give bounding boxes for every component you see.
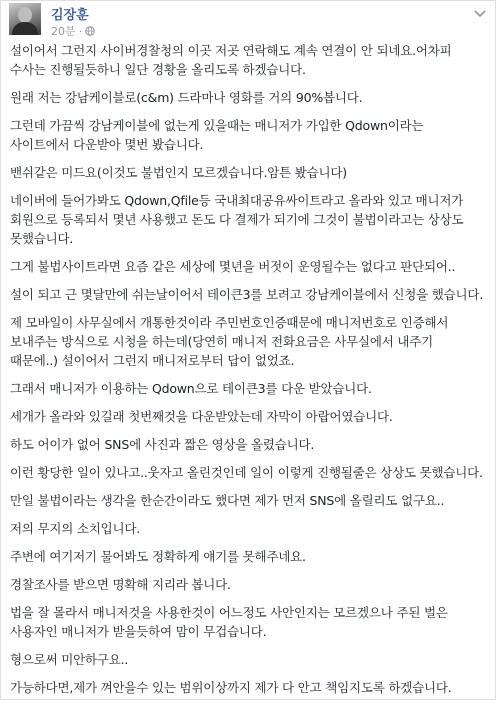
post-paragraph: 이런 황당한 일이 있나고..웃자고 올린것인데 일이 이렇게 진행될줄은 상상도 못했습니다. — [10, 465, 483, 480]
post-paragraph: 그게 불법사이트라면 요즘 같은 세상에 몇년을 버젓이 운영될수는 없다고 판단되어.. — [10, 259, 456, 274]
post-paragraph: 만일 불법이라는 생각을 한순간이라도 했다면 제가 먼저 SNS에 올릴리도 없구요.. — [10, 493, 445, 508]
post-paragraph: 제 모바일이 사무실에서 개통한것이라 주민번호인증때문에 매니저번호로 인증해서 보내주는 방식으로 시청을 하는데(당연히 매니저 전화요금은 사무실에서 내주기 때문에..) 설이어서 그런지 매니저로부터 답이 없었죠. — [10, 315, 449, 368]
chevron-down-icon[interactable] — [473, 9, 487, 19]
avatar-body — [12, 22, 38, 35]
post-paragraph: 주변에 여기저기 물어봐도 정확하게 얘기를 못해주네요. — [10, 549, 306, 564]
post-paragraph: 저의 무지의 소치입니다. — [10, 521, 141, 536]
post-paragraph: 형으로써 미안하구요.. — [10, 652, 129, 667]
post-paragraph: 그런데 가끔씩 강남케이블에 없는게 있을때는 매니저가 가입한 Qdown이라는 사이트에서 다운받아 몇번 봤습니다. — [10, 118, 424, 152]
post-meta — [51, 23, 95, 39]
avatar[interactable] — [9, 3, 41, 35]
post-paragraph: 설이 되고 근 몇달만에 쉬는날이어서 테이큰3를 보려고 강남케이블에서 신청을 했습니다. — [10, 287, 483, 302]
post-paragraph: 경찰조사를 받으면 명확해 지리라 봅니다. — [10, 577, 231, 592]
post-paragraph: 법을 잘 몰라서 매니저것을 사용한것이 어느정도 사안인지는 모르겠으나 주된 벌은 사용자인 매니저가 받을듯하여 맘이 무겁습니다. — [10, 605, 448, 639]
avatar-face — [18, 7, 32, 23]
globe-icon — [85, 26, 95, 36]
post-paragraph: 세개가 올라와 있길래 첫번째것을 다운받았는데 자막이 아랍어였습니다. — [10, 409, 393, 424]
post-paragraph: 네이버에 들어가봐도 Qdown,Qfile등 국내최대공유싸이트라고 올라와 있고 매니저가 회원으로 등록되서 몇년 사용했고 돈도 다 결제가 되기에 그것이 불법이라고는 상상도 못했습니다. — [10, 193, 464, 246]
post-paragraph: 설이어서 그런지 사이버경찰청의 이곳 저곳 연락해도 계속 연결이 안 되네요.어차피 수사는 진행될듯하니 일단 경황을 올리도록 하겠습니다. — [10, 43, 452, 77]
post-paragraph: 하도 어이가 없어 SNS에 사진과 짧은 영상을 올렸습니다. — [10, 437, 315, 452]
meta-separator: · — [78, 24, 83, 38]
post-time[interactable]: 20분 — [51, 25, 76, 38]
post-paragraph: 밴쉬같은 미드요(이것도 불법인지 모르겠습니다.암튼 봤습니다) — [10, 165, 347, 180]
author-name[interactable]: 김장훈 — [51, 8, 89, 23]
post-paragraph: 그래서 매니저가 이용하는 Qdown으로 테이큰3를 다운 받았습니다. — [10, 381, 372, 396]
post-header — [9, 3, 489, 37]
post-paragraph: 가능하다면,제가 껴안을수 있는 범위이상까지 제가 다 안고 책임지도록 하겠습니다. — [10, 680, 452, 695]
post-body — [10, 41, 484, 706]
post-paragraph: 원래 저는 강남케이블로(c&m) 드라마나 영화를 거의 90%봅니다. — [10, 90, 363, 105]
